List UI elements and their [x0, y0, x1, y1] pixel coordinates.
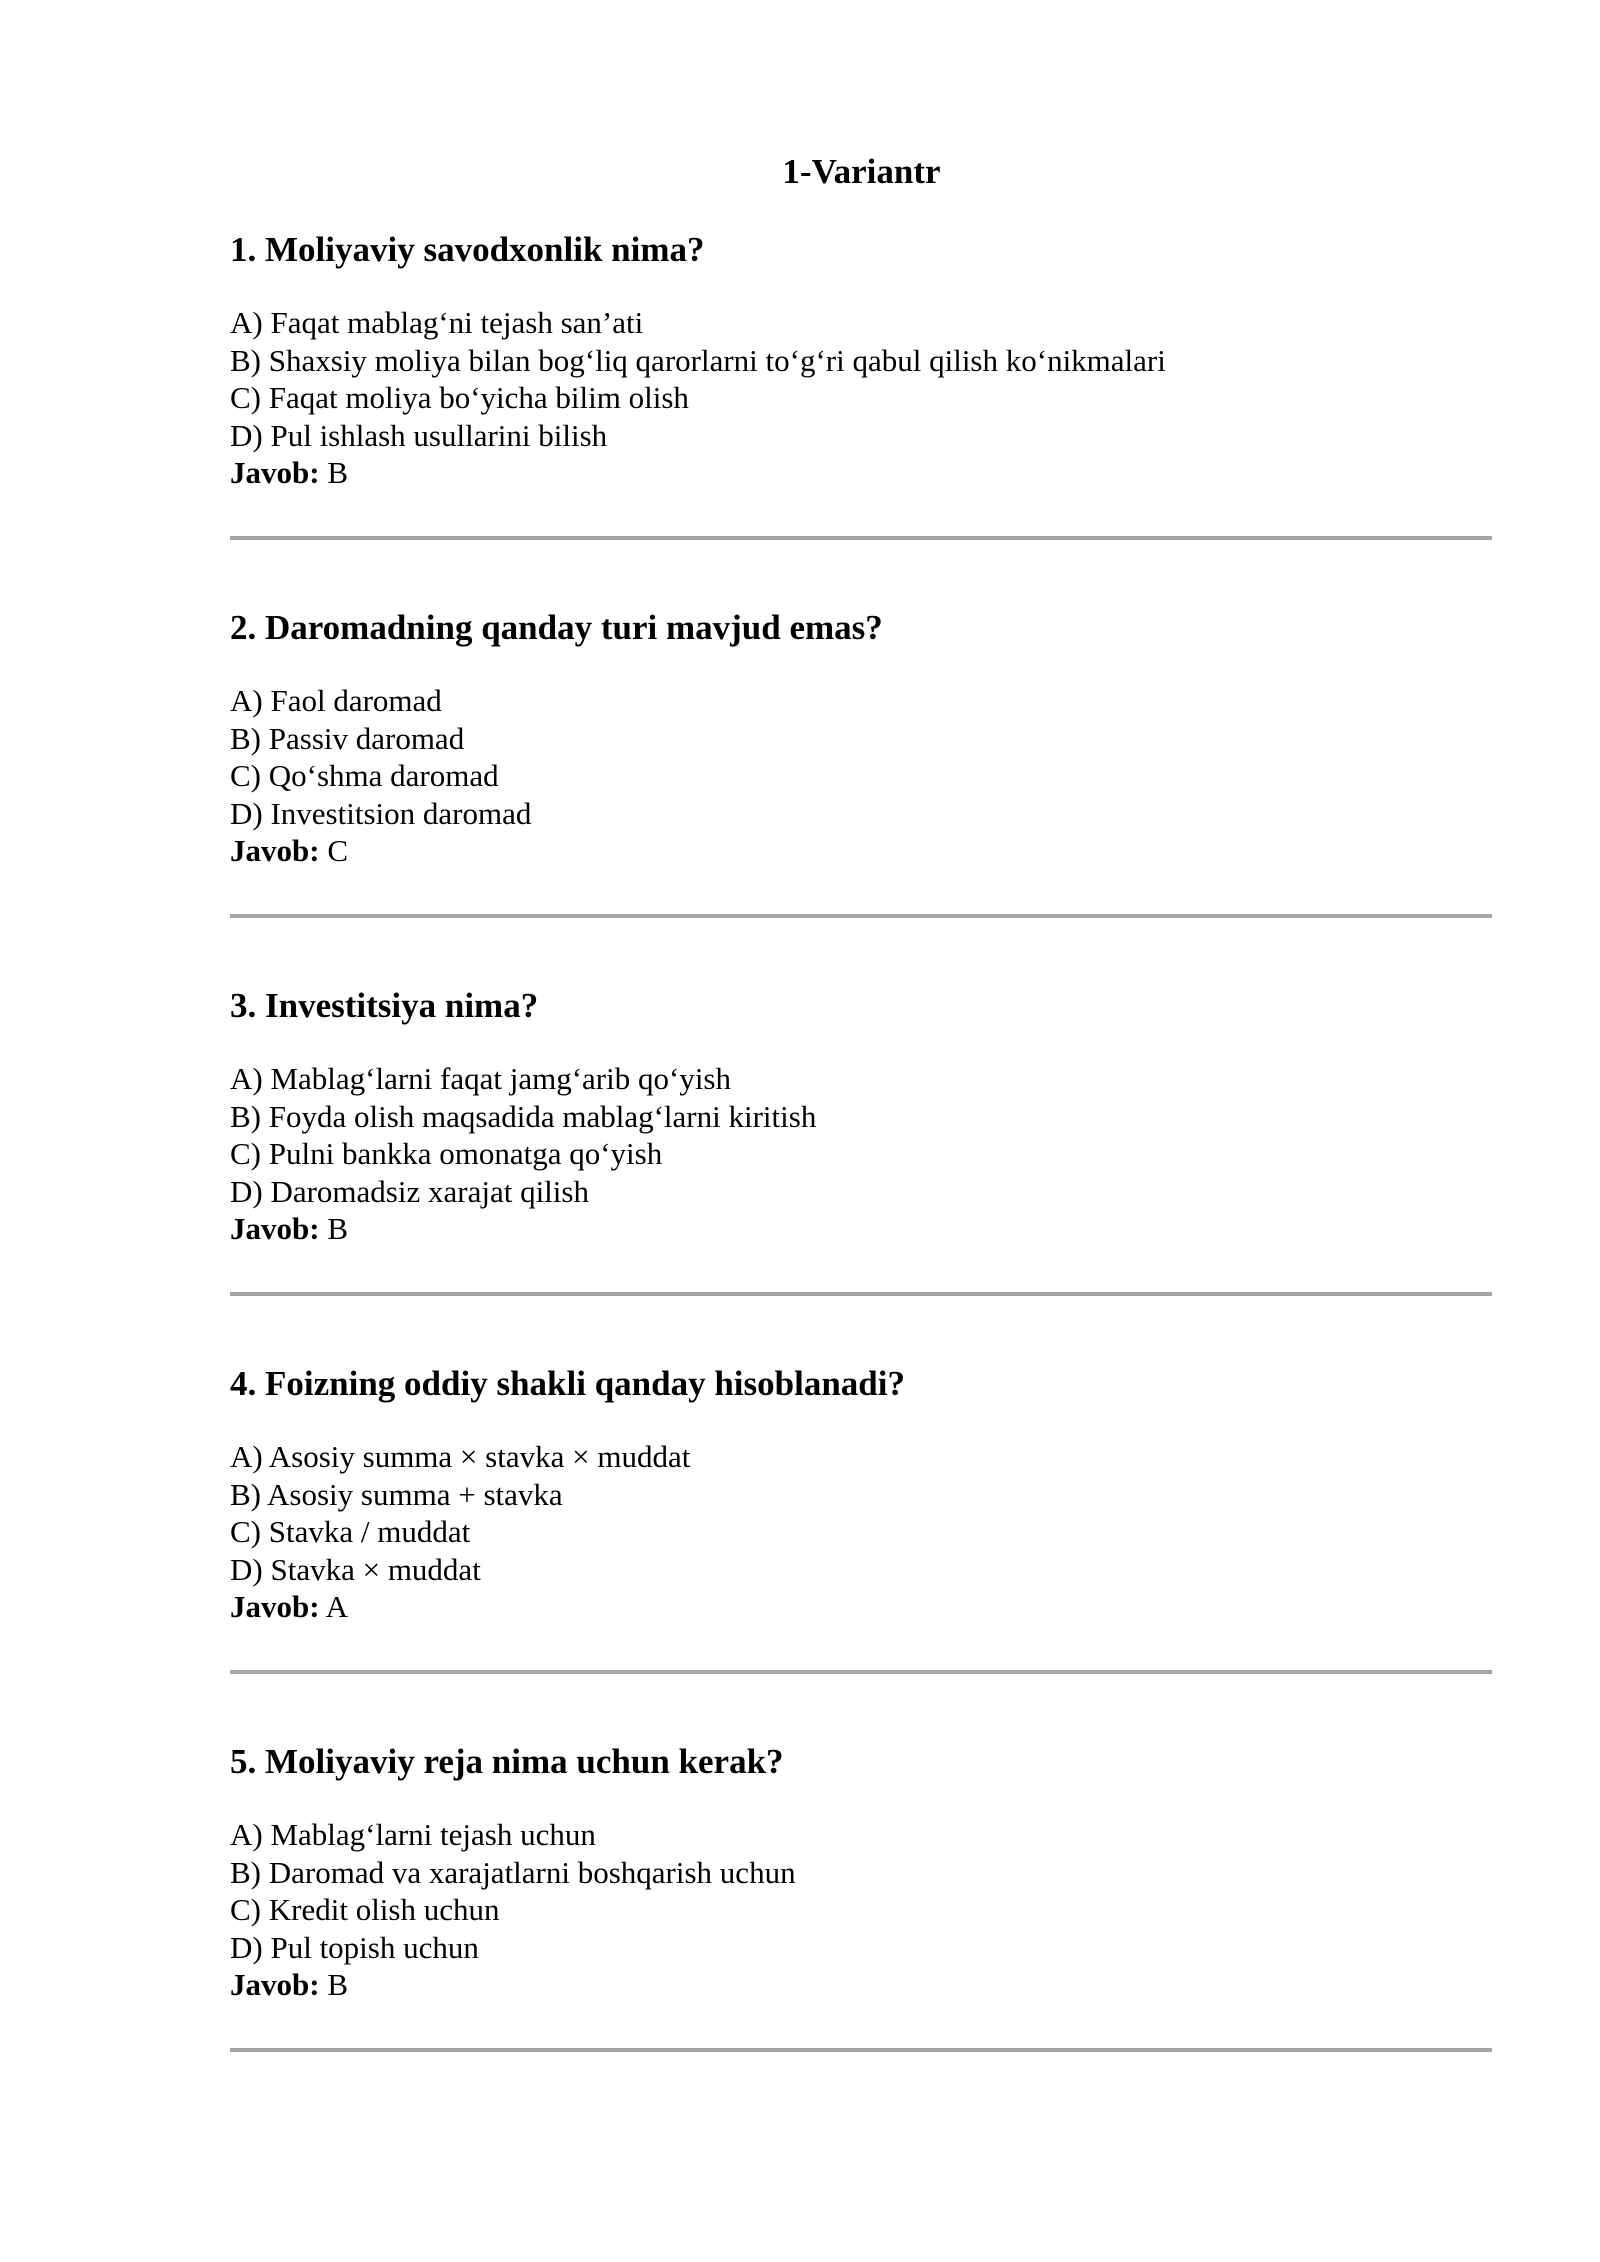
question-title: 1. Moliyaviy savodxonlik nima?: [230, 230, 705, 269]
answer-value: B: [327, 1967, 349, 2002]
question-title: 3. Investitsiya nima?: [230, 986, 539, 1025]
answer-label: Javob:: [230, 1967, 320, 2002]
option-b: B) Asosiy summa + stavka: [230, 1476, 563, 1512]
option-c: C) Kredit olish uchun: [230, 1892, 500, 1927]
option-b: B) Shaxsiy moliya bilan bog‘liq qarorlarni to‘g‘ri qabul qilish ko‘nikmalari: [230, 342, 1166, 378]
answer-value: B: [327, 455, 349, 490]
question-title: 4. Foizning oddiy shakli qanday hisoblanadi?: [230, 1364, 905, 1403]
option-d: D) Investitsion daromad: [230, 795, 532, 831]
option-d: D) Pul ishlash usullarini bilish: [230, 417, 608, 453]
option-list: [230, 304, 1492, 492]
answer-line: [230, 454, 1492, 492]
answer-label: Javob:: [230, 833, 320, 868]
option-d: D) Stavka × muddat: [230, 1551, 481, 1587]
option-list: [230, 1816, 1492, 2004]
question-5: [230, 1740, 1492, 2118]
option-a: A) Faol daromad: [230, 683, 442, 718]
divider: [230, 914, 1492, 918]
divider: [230, 1292, 1492, 1296]
option-d: D) Daromadsiz xarajat qilish: [230, 1173, 589, 1209]
option-b: B) Passiv daromad: [230, 720, 465, 756]
question-4: [230, 1362, 1492, 1740]
option-c: C) Faqat moliya bo‘yicha bilim olish: [230, 380, 689, 415]
question-3: [230, 984, 1492, 1362]
option-a: A) Faqat mablag‘ni tejash san’ati: [230, 305, 644, 340]
option-c: C) Pulni bankka omonatga qo‘yish: [230, 1136, 663, 1171]
question-1: [230, 228, 1492, 606]
answer-line: [230, 1966, 1492, 2004]
divider: [230, 2048, 1492, 2052]
option-list: [230, 1060, 1492, 1248]
option-a: A) Asosiy summa × stavka × muddat: [230, 1439, 691, 1474]
option-a: A) Mablag‘larni tejash uchun: [230, 1817, 596, 1852]
answer-label: Javob:: [230, 1589, 320, 1624]
question-title: 2. Daromadning qanday turi mavjud emas?: [230, 608, 883, 647]
divider: [230, 536, 1492, 540]
option-list: [230, 1438, 1492, 1626]
answer-line: [230, 1210, 1492, 1248]
option-c: C) Stavka / muddat: [230, 1514, 471, 1549]
question-2: [230, 606, 1492, 984]
divider: [230, 1670, 1492, 1674]
option-b: B) Foyda olish maqsadida mablag‘larni kiritish: [230, 1098, 817, 1134]
option-list: [230, 682, 1492, 870]
option-b: B) Daromad va xarajatlarni boshqarish uchun: [230, 1854, 796, 1890]
answer-label: Javob:: [230, 455, 320, 490]
answer-value: B: [327, 1211, 349, 1246]
question-list: [230, 228, 1492, 2118]
option-d: D) Pul topish uchun: [230, 1929, 479, 1965]
answer-line: [230, 832, 1492, 870]
option-c: C) Qo‘shma daromad: [230, 758, 499, 793]
question-title: 5. Moliyaviy reja nima uchun kerak?: [230, 1742, 784, 1781]
answer-value: A: [325, 1589, 349, 1624]
page-title: 1-Variantr: [782, 152, 941, 191]
answer-line: [230, 1588, 1492, 1626]
answer-value: C: [327, 833, 349, 868]
option-a: A) Mablag‘larni faqat jamg‘arib qo‘yish: [230, 1061, 731, 1096]
answer-label: Javob:: [230, 1211, 320, 1246]
